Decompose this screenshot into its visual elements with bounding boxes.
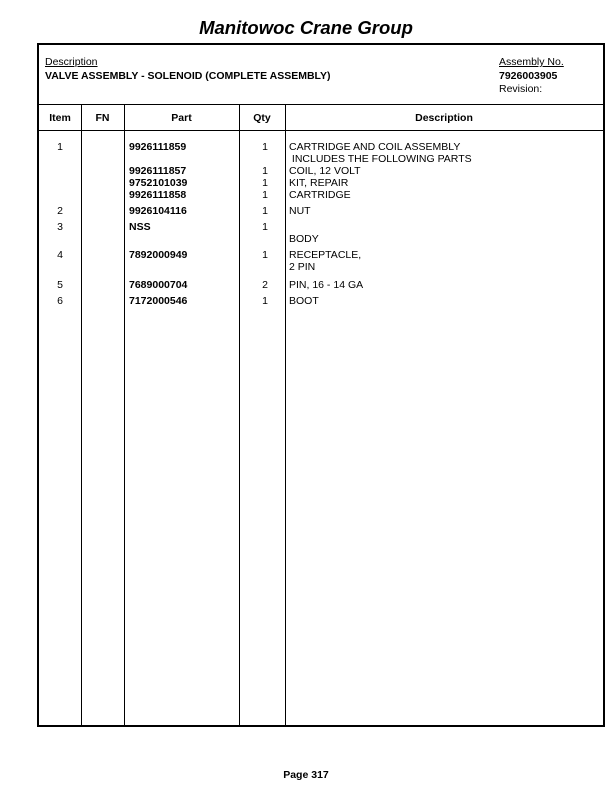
description-label: Description bbox=[45, 56, 98, 68]
description-cell: 2 PIN bbox=[289, 261, 316, 273]
quantity-cell: 1 bbox=[262, 177, 268, 189]
quantity-cell: 1 bbox=[262, 205, 268, 217]
item-cell: 1 bbox=[57, 141, 63, 153]
part-number-cell: 9926111859 bbox=[129, 141, 187, 153]
column-header-qty: Qty bbox=[253, 112, 271, 124]
table-row bbox=[39, 295, 603, 307]
description-cell: BOOT bbox=[289, 295, 319, 307]
document-title: Manitowoc Crane Group bbox=[199, 17, 413, 38]
table-row bbox=[39, 165, 603, 177]
part-number-cell: NSS bbox=[129, 221, 151, 233]
table-row bbox=[39, 141, 603, 153]
table-row bbox=[39, 153, 603, 165]
page-number: Page 317 bbox=[283, 769, 329, 781]
part-number-cell: 7892000949 bbox=[129, 249, 188, 261]
description-cell: RECEPTACLE, bbox=[289, 249, 362, 261]
description-cell: CARTRIDGE AND COIL ASSEMBLY bbox=[289, 141, 461, 153]
item-cell: 5 bbox=[57, 279, 63, 291]
quantity-cell: 1 bbox=[262, 141, 268, 153]
quantity-cell: 1 bbox=[262, 189, 268, 201]
description-cell: NUT bbox=[289, 205, 311, 217]
quantity-cell: 1 bbox=[262, 165, 268, 177]
assembly-number-label: Assembly No. bbox=[499, 56, 564, 68]
assembly-number-value: 7926003905 bbox=[499, 70, 558, 82]
part-number-cell: 7689000704 bbox=[129, 279, 188, 291]
description-cell: KIT, REPAIR bbox=[289, 177, 349, 189]
parts-table-frame bbox=[37, 43, 605, 727]
description-cell: BODY bbox=[289, 233, 319, 245]
description-cell: COIL, 12 VOLT bbox=[289, 165, 361, 177]
description-cell: CARTRIDGE bbox=[289, 189, 351, 201]
quantity-cell: 1 bbox=[262, 221, 268, 233]
table-row bbox=[39, 279, 603, 291]
description-value: VALVE ASSEMBLY - SOLENOID (COMPLETE ASSEMBLY) bbox=[45, 70, 331, 82]
description-cell: PIN, 16 - 14 GA bbox=[289, 279, 364, 291]
item-cell: 4 bbox=[57, 249, 63, 261]
table-row bbox=[39, 177, 603, 189]
table-row bbox=[39, 249, 603, 261]
table-row bbox=[39, 221, 603, 233]
description-cell: INCLUDES THE FOLLOWING PARTS bbox=[289, 153, 472, 165]
part-number-cell: 7172000546 bbox=[129, 295, 188, 307]
column-header-item: Item bbox=[49, 112, 71, 124]
item-cell: 3 bbox=[57, 221, 63, 233]
part-number-cell: 9752101039 bbox=[129, 177, 188, 189]
item-cell: 6 bbox=[57, 295, 63, 307]
item-cell: 2 bbox=[57, 205, 63, 217]
table-row bbox=[39, 189, 603, 201]
part-number-cell: 9926111857 bbox=[129, 165, 187, 177]
table-row bbox=[39, 205, 603, 217]
quantity-cell: 1 bbox=[262, 295, 268, 307]
table-row bbox=[39, 233, 603, 245]
column-header-description: Description bbox=[415, 112, 473, 124]
column-header-fn: FN bbox=[95, 112, 110, 124]
quantity-cell: 1 bbox=[262, 249, 268, 261]
column-header-part: Part bbox=[171, 112, 192, 124]
table-row bbox=[39, 261, 603, 273]
part-number-cell: 9926104116 bbox=[129, 205, 187, 217]
revision-label: Revision: bbox=[499, 83, 543, 95]
part-number-cell: 9926111858 bbox=[129, 189, 187, 201]
assembly-header bbox=[39, 45, 603, 105]
quantity-cell: 2 bbox=[262, 279, 268, 291]
